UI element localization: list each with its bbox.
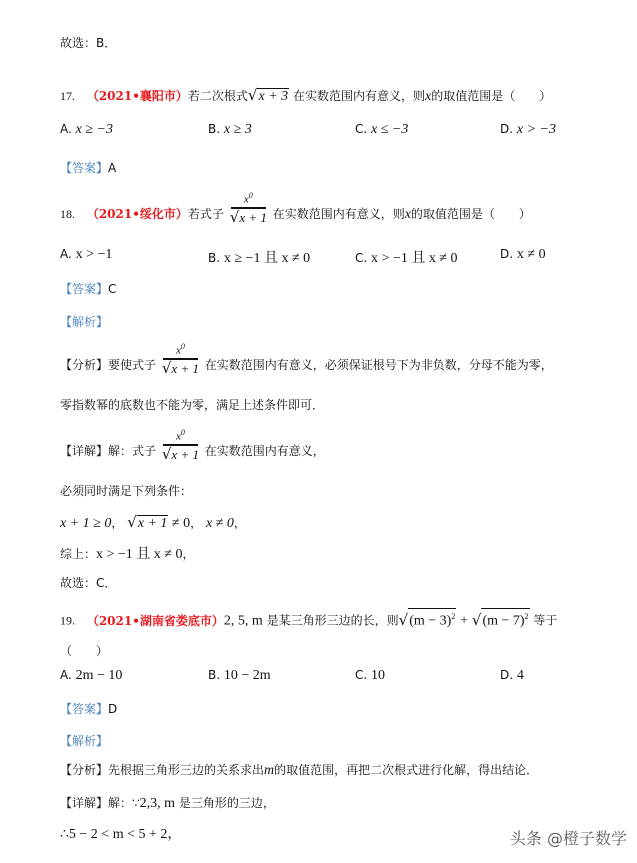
q19-step1: ∴5 − 2 < m < 5 + 2， xyxy=(60,827,182,842)
q16-conclusion: 故选：B． xyxy=(60,36,117,50)
q18-fenxi-fraction: $\frac{x^0}{√x + 1}$ xyxy=(161,342,199,377)
q18-fenxi-line2: 零指数幂的底数也不能为零，满足上述条件即可． xyxy=(60,398,325,412)
xiangjie-label: 【详解】 xyxy=(60,443,109,458)
q18-stem xyxy=(60,191,531,226)
cond-1: x + 1 ≥ 0 xyxy=(60,516,112,531)
q19-radical-1: $√(m - 3)^2$ xyxy=(399,614,457,629)
q17-option-a: A. x ≥ −3 xyxy=(60,122,113,137)
q18-fenxi-before: 要使式子 xyxy=(108,357,157,372)
plus-sign: + xyxy=(460,613,469,629)
q19-option-a: A. 2m − 10 xyxy=(60,668,123,683)
q18-summary: 综上：x > −1 且 x ≠ 0， xyxy=(60,547,195,562)
q18-cond-intro: 必须同时满足下列条件： xyxy=(60,484,193,498)
q19-fenxi-var: m xyxy=(264,763,275,778)
answer-label: 【答案】 xyxy=(60,282,109,296)
q18-fenxi xyxy=(60,342,553,377)
q19-fenxi-after: 的取值范围，再把二次根式进行化解，得出结论． xyxy=(274,763,539,777)
q18-xiangjie-after: 在实数范围内有意义， xyxy=(204,443,325,458)
q19-option-d: D. 4 xyxy=(500,668,524,683)
q18-option-c: C. x > −1 且 x ≠ 0 xyxy=(355,251,458,266)
q17-stem xyxy=(60,87,551,105)
q18-source: （2021•绥化市） xyxy=(86,206,188,221)
answer-label: 【答案】 xyxy=(60,161,109,175)
q17-stem-end: 的取值范围是（ ） xyxy=(431,89,552,103)
q17-sqrt: √x + 3 xyxy=(247,86,289,104)
q18-fenxi-after: 在实数范围内有意义，必须保证根号下为非负数，分母不能为零， xyxy=(204,357,553,372)
q19-number: 19. xyxy=(60,613,75,628)
cond-2: √x + 1 ≠ 0 xyxy=(127,513,191,531)
q18-stem-after: 在实数范围内有意义，则 xyxy=(272,206,405,221)
q19-fenxi-before: 先根据三角形三边的关系求出 xyxy=(108,763,265,777)
q19-answer xyxy=(60,701,117,717)
watermark: 头条 @橙子数学 xyxy=(509,829,627,848)
q19-radical-2: $√(m - 7)^2$ xyxy=(472,614,530,629)
q19-option-c: C. 10 xyxy=(355,668,386,683)
q17-answer xyxy=(60,160,116,176)
q18-var: x xyxy=(404,206,411,222)
q18-conclusion: 故选：C． xyxy=(60,576,117,590)
q17-stem-after: 在实数范围内有意义，则 xyxy=(292,89,425,103)
q17-number: 17. xyxy=(60,89,75,103)
q17-option-d: D. x > −3 xyxy=(500,122,556,137)
summary-label: 综上： xyxy=(60,547,97,561)
q18-answer-value: C xyxy=(108,282,117,296)
q18-xiangjie-fraction: $\frac{x^0}{√x + 1}$ xyxy=(161,428,199,463)
q19-fenxi xyxy=(60,762,538,779)
q17-stem-before: 若二次根式 xyxy=(187,89,248,103)
q19-xiangjie-after: 是三角形的三边， xyxy=(178,796,275,810)
q19-xiangjie xyxy=(60,795,275,812)
q18-conditions: x + 1 ≥ 0， √x + 1 ≠ 0， x ≠ 0， xyxy=(60,513,246,531)
q18-stem-end: 的取值范围是（ ） xyxy=(410,206,531,221)
fenxi-label: 【分析】 xyxy=(60,763,109,777)
q19-analysis-label: 【解析】 xyxy=(60,734,109,748)
q19-source: （2021•湖南省娄底市） xyxy=(86,613,224,628)
q19-option-b: B. 10 − 2m xyxy=(208,668,271,683)
q17-var: x xyxy=(425,89,432,104)
q19-paren: （ ） xyxy=(60,644,109,658)
answer-label: 【答案】 xyxy=(60,702,109,716)
q17-answer-value: A xyxy=(108,161,117,175)
q18-option-a: A. x > −1 xyxy=(60,247,113,262)
q18-analysis-label: 【解析】 xyxy=(60,315,109,329)
q18-fraction: $\frac{x^0}{√x + 1}$ xyxy=(229,191,267,226)
q19-given: 2, 5, m xyxy=(223,613,263,629)
q19-answer-value: D xyxy=(108,702,118,716)
fenxi-label: 【分析】 xyxy=(60,357,109,372)
q19-xiangjie-math: 2,3, m xyxy=(139,796,176,811)
q17-option-b: B. x ≥ 3 xyxy=(208,122,252,137)
q19-stem-mid: 是某三角形三边的长，则 xyxy=(266,613,399,628)
q17-source: （2021•襄阳市） xyxy=(86,89,188,103)
q18-xiangjie-before: 解：式子 xyxy=(108,443,157,458)
xiangjie-label: 【详解】 xyxy=(60,796,109,810)
q18-option-b: B. x ≥ −1 且 x ≠ 0 xyxy=(208,251,311,266)
q18-option-d: D. x ≠ 0 xyxy=(500,247,546,262)
q18-stem-before: 若式子 xyxy=(187,206,224,221)
summary-value: x > −1 且 x ≠ 0 xyxy=(96,547,183,562)
q17-option-c: C. x ≤ −3 xyxy=(355,122,409,137)
q18-answer xyxy=(60,281,116,297)
q18-number: 18. xyxy=(60,206,75,221)
q19-stem xyxy=(60,608,557,630)
q19-xiangjie-before: 解：∵ xyxy=(108,796,140,810)
cond-3: x ≠ 0 xyxy=(205,516,234,531)
q18-xiangjie xyxy=(60,428,325,463)
q19-stem-end: 等于 xyxy=(533,613,558,628)
